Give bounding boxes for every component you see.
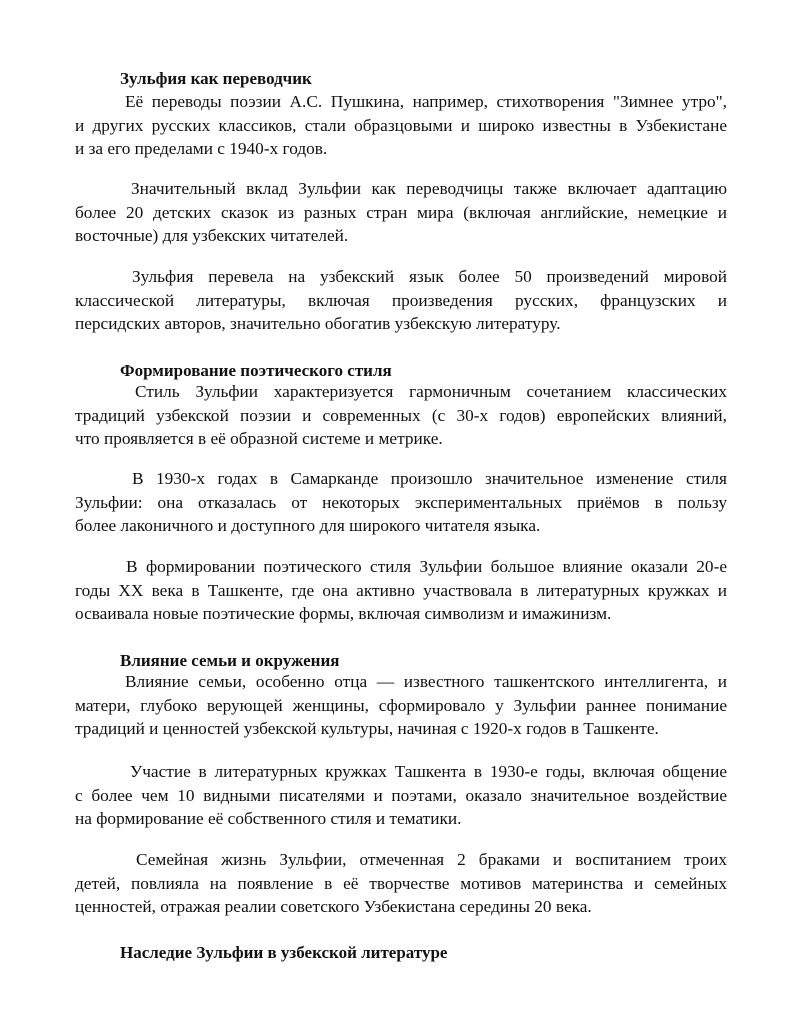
text-line: что проявляется в её образной системе и метрике. — [75, 429, 443, 448]
text-line: Участие в литературных кружках Ташкента в 1930-е годы, включая общение — [130, 762, 727, 781]
paragraph-translations-pushkin — [75, 90, 727, 161]
text-line: классической литературы, включая произведения русских, французских и — [75, 290, 727, 310]
text-line: на формирование её собственного стиля и тематики. — [75, 809, 462, 828]
section-heading-family: Влияние семьи и окружения — [120, 651, 340, 670]
text-line: традиций узбекской поэзии и современных (с 30-х годов) европейских влияний, — [75, 405, 727, 425]
text-line: персидских авторов, значительно обогатив узбекскую литературу. — [75, 314, 561, 333]
text-line: детей, повлияла на появление в её творчестве мотивов материнства и семейных — [75, 873, 727, 893]
paragraph-tashkent-influence — [75, 555, 727, 626]
text-line: более лаконичного и доступного для широкого читателя языка. — [75, 516, 541, 535]
text-line: ценностей, отражая реалии советского Узбекистана середины 20 века. — [75, 897, 592, 916]
paragraph-fairy-tales — [75, 177, 727, 248]
text-line: и за его пределами с 1940-х годов. — [75, 139, 328, 158]
paragraph-world-literature — [75, 265, 727, 336]
text-line: и других русских классиков, стали образцовыми и широко известны в Узбекистане — [75, 115, 727, 135]
text-line: Значительный вклад Зульфии как переводчицы также включает адаптацию — [131, 179, 727, 198]
section-heading-legacy: Наследие Зульфии в узбекской литературе — [120, 943, 448, 962]
text-line: Влияние семьи, особенно отца — известного ташкентского интеллигента, и — [125, 672, 727, 691]
section-heading-translator: Зульфия как переводчик — [120, 69, 312, 88]
text-line: с более чем 10 видными писателями и поэтами, оказало значительное воздействие — [75, 785, 727, 805]
text-line: Стиль Зульфии характеризуется гармоничным сочетанием классических — [135, 382, 727, 401]
paragraph-family-influence — [75, 670, 727, 741]
text-line: Семейная жизнь Зульфии, отмеченная 2 браками и воспитанием троих — [136, 850, 727, 869]
paragraph-samarkand-1930s — [75, 467, 727, 538]
paragraph-style-characteristics — [75, 380, 727, 451]
text-line: Её переводы поэзии А.С. Пушкина, например, стихотворения "Зимнее утро", — [125, 92, 727, 111]
text-line: В формировании поэтического стиля Зульфии большое влияние оказали 20-е — [126, 557, 727, 576]
text-line: традиций и ценностей узбекской культуры, начиная с 1920-х годов в Ташкенте. — [75, 719, 659, 738]
text-line: восточные) для узбекских читателей. — [75, 226, 349, 245]
text-line: более 20 детских сказок из разных стран мира (включая английские, немецкие и — [75, 202, 727, 222]
text-line: В 1930-х годах в Самарканде произошло значительное изменение стиля — [132, 469, 727, 488]
text-line: матери, глубоко верующей женщины, сформировало у Зульфии раннее понимание — [75, 695, 727, 715]
text-line: годы XX века в Ташкенте, где она активно участвовала в литературных кружках и — [75, 580, 727, 600]
text-line: Зульфия перевела на узбекский язык более 50 произведений мировой — [132, 267, 727, 286]
text-line: осваивала новые поэтические формы, включая символизм и имажинизм. — [75, 604, 612, 623]
text-line: Зульфии: она отказалась от некоторых экспериментальных приёмов в пользу — [75, 492, 727, 512]
section-heading-poetic-style: Формирование поэтического стиля — [120, 361, 392, 380]
paragraph-family-life — [75, 848, 727, 919]
paragraph-literary-circles — [75, 760, 727, 831]
